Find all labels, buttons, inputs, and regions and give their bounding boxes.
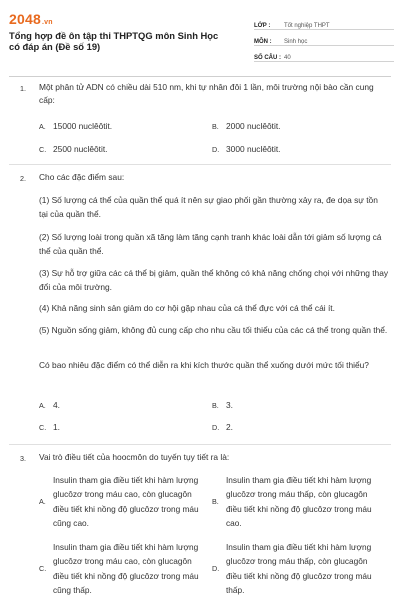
question-number: 1. [20, 84, 26, 93]
meta-value: Sinh học [284, 39, 308, 45]
option-d[interactable] [212, 143, 280, 156]
option-b[interactable] [212, 473, 376, 531]
option-letter: D. [212, 145, 220, 154]
option-letter: B. [212, 401, 219, 410]
document-title: Tổng hợp đề ôn tập thi THPTQG môn Sinh Học có đáp án (Đề số 19) [9, 30, 219, 53]
meta-key: LỚP : [254, 23, 271, 29]
option-d[interactable] [212, 421, 233, 434]
option-text: 4. [53, 400, 60, 410]
question-text: Một phân tử ADN có chiều dài 510 nm, khi tự nhân đôi 1 lần, môi trường nội bào cần cung cấp: [39, 82, 374, 106]
option-text: 3. [226, 400, 233, 410]
option-text: 2. [226, 422, 233, 432]
statement-1: (1) Số lượng cá thể của quần thể quá ít nên sự giao phối gần thường xảy ra, đe dọa sự tồn tại của quần thể. [39, 195, 378, 220]
header-divider [9, 76, 391, 77]
statement-5: (5) Nguồn sống giảm, không đủ cung cấp cho nhu cầu tối thiểu của các cá thể trong quần thể. [39, 325, 388, 335]
meta-value: 40 [284, 55, 291, 61]
question-text: Vai trò điều tiết của hoocmôn do tuyến tụy tiết ra là: [39, 452, 230, 462]
option-letter: B. [212, 496, 219, 506]
statement-4: (4) Khả năng sinh sản giảm do cơ hội gặp nhau của cá thể đực với cá thể cái ít. [39, 303, 335, 313]
question-divider [9, 164, 391, 165]
option-text: Insulin tham gia điều tiết khi hàm lượng glucôzơ trong máu cao, còn glucagôn điều tiết khi nồng độ glucôzơ trong máu cũng cao. [53, 475, 199, 529]
option-b[interactable] [212, 120, 280, 133]
meta-key: MÔN : [254, 39, 272, 45]
option-c[interactable] [39, 421, 60, 434]
question-number: 3. [20, 454, 26, 463]
option-a[interactable] [39, 120, 112, 133]
meta-row-subject [254, 30, 394, 46]
option-letter: A. [39, 122, 46, 131]
meta-value: Tốt nghiệp THPT [284, 23, 330, 29]
brand-name: 2048 [9, 11, 41, 27]
option-letter: C. [39, 145, 47, 154]
site-logo[interactable] [9, 11, 53, 27]
meta-key: SỐ CÂU : [254, 55, 281, 61]
option-text: 2500 nuclêôtit. [53, 144, 108, 154]
page-header [0, 0, 400, 78]
option-letter: A. [39, 496, 46, 506]
option-text: Insulin tham gia điều tiết khi hàm lượng glucôzơ trong máu cao, còn glucagôn điều tiết khi nồng độ glucôzơ trong máu cũng thấp. [53, 542, 199, 596]
option-text: Insulin tham gia điều tiết khi hàm lượng glucôzơ trong máu thấp, còn glucagôn điều tiết khi nồng độ glucôzơ trong máu cao. [226, 475, 372, 529]
option-c[interactable] [39, 540, 203, 598]
meta-row-count [254, 46, 394, 62]
question-number: 2. [20, 174, 26, 183]
option-letter: D. [212, 563, 220, 573]
statement-2: (2) Số lượng loài trong quần xã tăng làm tăng cạnh tranh khác loài dẫn tới giảm số lượng cá thể của quần thể. [39, 232, 382, 257]
option-d[interactable] [212, 540, 376, 598]
option-text: Insulin tham gia điều tiết khi hàm lượng glucôzơ trong máu thấp, còn glucagôn điều tiết khi nồng độ glucôzơ trong máu thấp. [226, 542, 372, 596]
meta-row-class [254, 14, 394, 30]
option-letter: D. [212, 423, 220, 432]
question-divider [9, 444, 391, 445]
document-meta [254, 14, 394, 62]
option-letter: C. [39, 423, 47, 432]
option-a[interactable] [39, 473, 203, 531]
question-ask: Có bao nhiêu đặc điểm có thể diễn ra khi kích thước quần thể xuống dưới mức tối thiểu? [39, 360, 369, 370]
option-text: 1. [53, 422, 60, 432]
option-a[interactable] [39, 399, 60, 412]
option-text: 15000 nuclêôtit. [53, 121, 113, 131]
option-letter: A. [39, 401, 46, 410]
option-text: 3000 nuclêôtit. [226, 144, 281, 154]
option-letter: B. [212, 122, 219, 131]
option-b[interactable] [212, 399, 233, 412]
option-text: 2000 nuclêôtit. [226, 121, 281, 131]
question-text: Cho các đặc điểm sau: [39, 172, 125, 182]
brand-suffix: .vn [41, 19, 53, 26]
option-c[interactable] [39, 143, 107, 156]
statement-3: (3) Sự hỗ trợ giữa các cá thể bị giảm, quần thể không có khả năng chống chọi với những thay đổi của môi trường. [39, 268, 389, 293]
option-letter: C. [39, 563, 47, 573]
